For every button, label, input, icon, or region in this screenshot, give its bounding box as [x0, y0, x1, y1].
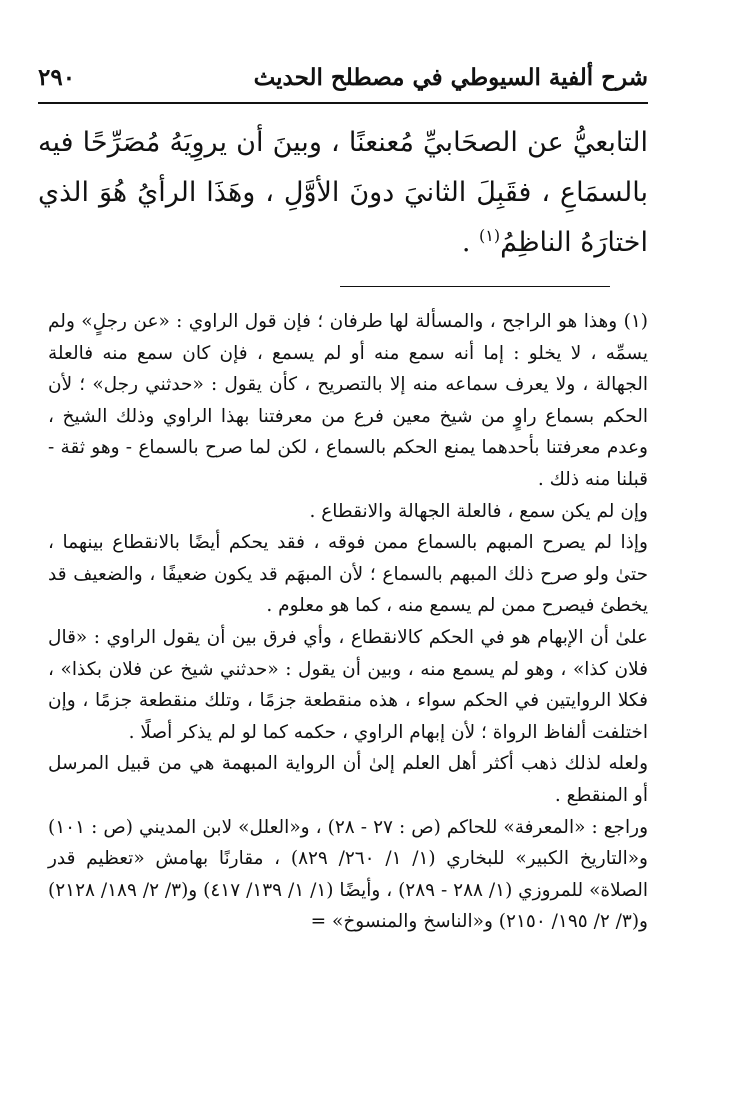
footnotes — [48, 306, 648, 938]
footnote-paragraph: (١) وهذا هو الراجح ، والمسألة لها طرفان ؛ فإن قول الراوي : «عن رجلٍ» ولم يسمِّه ، لا يخلو : إما أنه سمع منه أو لم يسمع ، فإن كان سمع منه فالعلة الجهالة ، ولا يعرف سماعه منه إلا بالتصريح ، كأن يقول : «حدثني رجل» ؛ لأن الحكم بسماع راوٍ من شيخ معين فرع من معرفتنا بهذا الراوي وذلك الشيخ ، وعدم معرفتنا بأحدهما يمنع الحكم بالسماع ، لكن لما صرح بالسماع - وهو ثقة - قبلنا منه ذلك . — [48, 311, 648, 490]
running-title: شرح ألفية السيوطي في مصطلح الحديث — [253, 64, 648, 91]
running-header — [38, 58, 648, 104]
page-number: ٢٩٠ — [38, 64, 76, 91]
footnote-paragraph: علىٰ أن الإبهام هو في الحكم كالانقطاع ، وأي فرق بين أن يقول الراوي : «قال فلان كذا» ، وهو لم يسمع منه ، وبين أن يقول : «حدثني شيخ عن فلان بكذا» ، فكلا الروايتين في الحكم سواء ، هذه منقطعة جزمًا ، وتلك منقطعة جزمًا ، وإن اختلفت ألفاظ الرواة ؛ لأن إبهام الراوي ، حكمه كما لو لم يذكر أصلًا . — [48, 626, 648, 743]
main-text — [38, 118, 648, 268]
footnote-paragraph: وإذا لم يصرح المبهم بالسماع ممن فوقه ، فقد يحكم أيضًا بالانقطاع بينهما ، حتىٰ ولو صرح ذلك المبهم بالسماع ؛ لأن المبهَم قد يكون ضعيفًا ، والضعيف قد يخطئ فيصرح ممن لم يسمع منه ، كما هو معلوم . — [48, 532, 648, 617]
main-text-end: . — [461, 227, 479, 258]
main-text-body: التابعيُّ عن الصحَابيِّ مُعنعنًا ، وبينَ أن يروِيَهُ مُصَرِّحًا فيه بالسمَاعِ ، فقَبِلَ الثانيَ دونَ الأوَّلِ ، وهَذَا الرأيُ هُوَ الذي اختارَهُ الناظِمُ — [38, 127, 648, 258]
footnote-paragraph: وإن لم يكن سمع ، فالعلة الجهالة والانقطاع . — [309, 500, 648, 522]
header-rule — [38, 102, 648, 104]
footnote-paragraph: ولعله لذلك ذهب أكثر أهل العلم إلىٰ أن الرواية المبهمة هي من قبيل المرسل أو المنقطع . — [48, 753, 648, 806]
footnote-separator — [340, 286, 610, 287]
footnote-paragraph: وراجع : «المعرفة» للحاكم (ص : ٢٧ - ٢٨) ، و«العلل» لابن المديني (ص : ١٠١) و«التاريخ الكبير» للبخاري (١/ ١/ ٢٦٠/ ٨٢٩) ، مقارنًا بهامش «تعظيم قدر الصلاة» للمروزي (١/ ٢٨٨ - ٢٨٩) ، وأيضًا (١/ ١/ ١٣٩/ ٤١٧) و(٣/ ٢/ ١٨٩/ ٢١٢٨) و(٣/ ٢/ ١٩٥/ ٢١٥٠) و«الناسخ والمنسوخ» = — [48, 816, 649, 933]
main-paragraph — [38, 118, 648, 268]
footnote-reference: (١) — [479, 226, 501, 245]
